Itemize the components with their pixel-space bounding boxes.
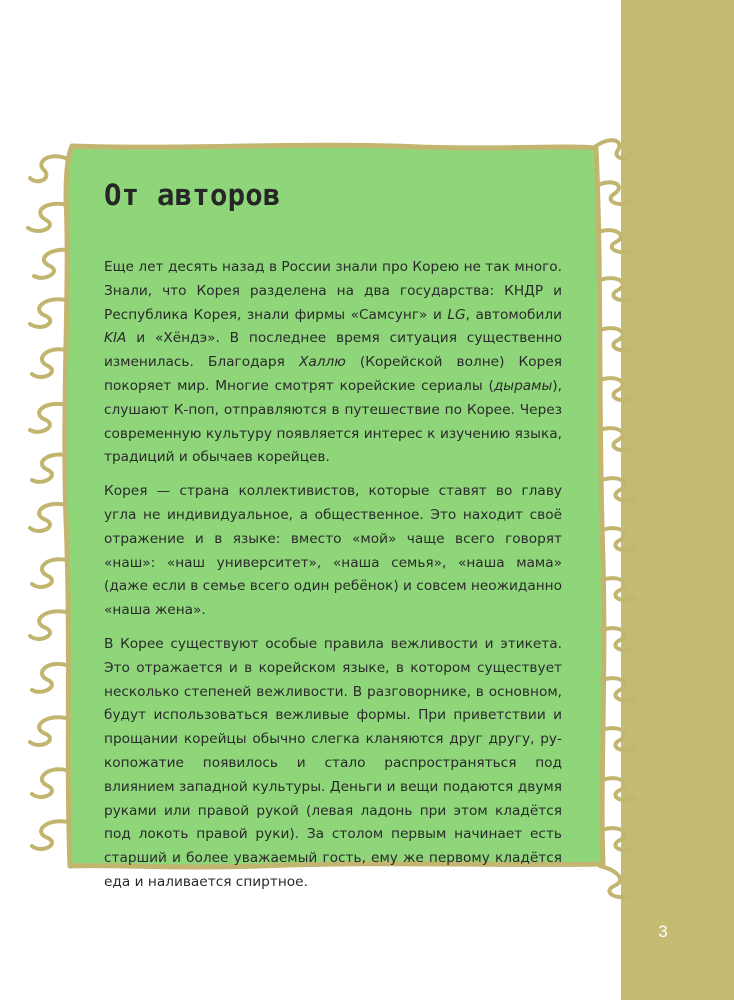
paragraph-3: В Корее существуют особые правила вежливости и этикета. Это отражается и в корейском языке, в котором существует несколько степеней вежливости. В разговорнике, в основном, будут использоваться вежливые формы. При приветствии и прощании корейцы обычно слегка кланяются друг другу, рукопожатие появилось и стало распространяться под влиянием западной культуры. Деньги и вещи подаются двумя руками или правой рукой (левая ладонь при этом кладётся под локоть правой руки). За столом первым начинает есть старший и более уважаемый гость, ему же первому кладётся еда и наливается спиртное.: [104, 635, 562, 890]
page-number: 3: [658, 922, 668, 941]
left-squiggles: [28, 156, 70, 849]
paragraph-2: Корея — страна коллективистов, которые ставят во главу угла не индивидуальное, а общественное. Это находит своё отражение и в языке: вместо «мой» чаще всего говорят «наш»: «наш университет», «наша семья», «наша мама» (даже если в семье всего один ребёнок) и совсем неожиданно «наша жена».: [104, 483, 562, 619]
article: [104, 178, 562, 905]
paragraph-1: Еще лет десять назад в России знали про Корею не так много. Знали, что Корея разделена на два государства: КНДР и Республика Корея, знали фирмы «Самсунг» и LG, автомобили KIA и «Хёндэ». В последнее время ситуация существенно изменилась. Благодаря Халлю (Корейской волне) Корея покоряет мир. Многие смотрят корейские сериалы (дырамы), слушают К-поп, отправляются в путешествие по Корее. Через современную культуру появляется интерес к изучению языка, традиций и обычаев корейцев.: [104, 259, 562, 466]
article-title: От авторов: [104, 178, 281, 212]
